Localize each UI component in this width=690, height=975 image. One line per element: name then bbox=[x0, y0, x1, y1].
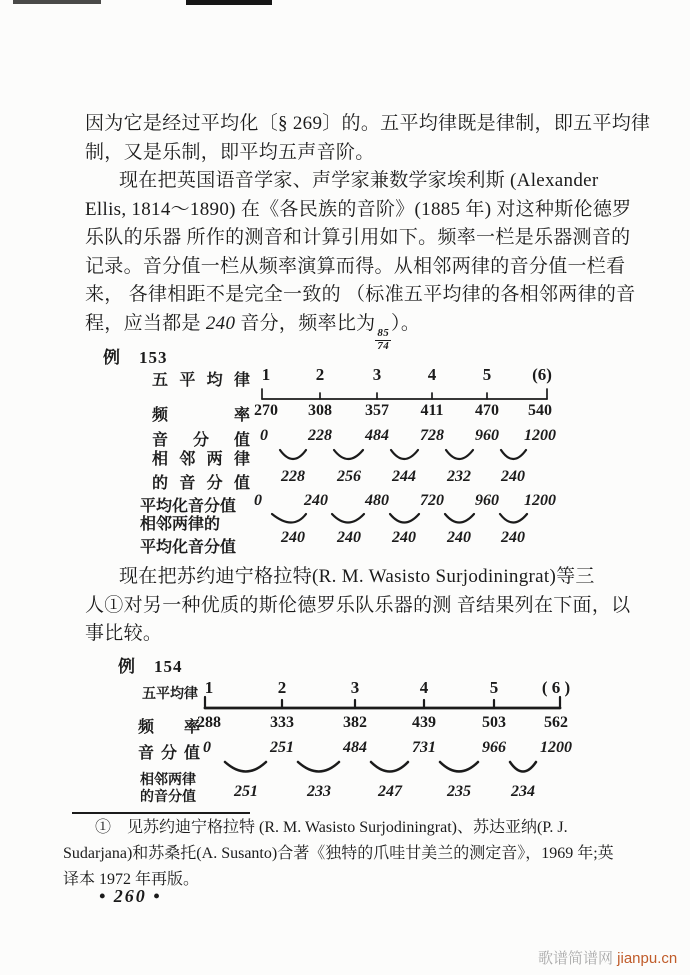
paragraph1-line1: 因为它是经过平均化〔§ 269〕的。五平均律既是律制，即五平均律 bbox=[85, 113, 651, 134]
ex153-adjacent-cents-5: 240 bbox=[501, 468, 525, 485]
scan-artifact-bar-left bbox=[13, 0, 101, 4]
ex153-adjacent-label-line2: 的音分值 bbox=[152, 475, 250, 492]
ex154-adjacent-cents-4: 235 bbox=[447, 783, 471, 800]
paragraph2-line6-post: ）。 bbox=[391, 313, 421, 334]
ex154-cents-4: 731 bbox=[412, 739, 436, 756]
paragraph1-line2: 制，又是乐制，即平均五声音阶。 bbox=[85, 142, 375, 163]
ex153-frequency-4: 411 bbox=[420, 402, 444, 419]
ex153-adjacent-averaged-1: 240 bbox=[281, 529, 305, 546]
ex154-cents-2: 251 bbox=[270, 739, 294, 756]
ex153-frequency-5: 470 bbox=[475, 402, 499, 419]
cents-240-value: 240 bbox=[205, 313, 236, 334]
ex153-arc-1 bbox=[280, 450, 306, 459]
ex153-averaged-cents-4: 720 bbox=[420, 492, 444, 509]
ex154-frequency-label: 频率 bbox=[138, 719, 200, 736]
ex153-avg-arc-2 bbox=[332, 514, 364, 523]
ex153-averaged-cents-1: 0 bbox=[254, 492, 262, 509]
ex153-frequency-3: 357 bbox=[365, 402, 389, 419]
ex153-arc-5 bbox=[501, 450, 526, 459]
ex154-tone-6: ( 6 ) bbox=[541, 678, 571, 697]
frequency-ratio-fraction bbox=[375, 328, 391, 352]
ex154-arc-1 bbox=[225, 762, 266, 772]
ex154-tone-row-label: 五平均律 bbox=[142, 687, 198, 702]
ex154-tone-2: 2 bbox=[277, 678, 287, 697]
paragraph2-line4: 记录。音分值一栏从频率演算而得。从相邻两律的音分值一栏看 bbox=[85, 256, 626, 277]
paragraph2-line6-pre: 程，应当都是 bbox=[85, 313, 206, 334]
ex153-cents-3: 484 bbox=[365, 427, 389, 444]
ex154-arc-2 bbox=[298, 762, 339, 772]
ex154-cents-3: 484 bbox=[343, 739, 367, 756]
footnote-line3: 译本 1972 年再版。 bbox=[63, 871, 200, 888]
ex153-tone-4: 4 bbox=[427, 365, 437, 384]
ex153-adjacent-cents-1: 228 bbox=[281, 468, 305, 485]
ex153-cents-label: 音分值 bbox=[152, 432, 250, 449]
ex153-adjacent-averaged-2: 240 bbox=[337, 529, 361, 546]
ex153-adjacent-averaged-label-line1: 相邻两律的 bbox=[140, 516, 221, 533]
paragraph2-line1: 现在把英国语音学家、声学家兼数学家埃利斯 (Alexander bbox=[119, 170, 599, 191]
ex153-averaged-label: 平均化音分值 bbox=[140, 498, 237, 515]
ex153-frequency-1: 270 bbox=[254, 402, 278, 419]
ex153-avg-arc-4 bbox=[445, 514, 474, 523]
ex153-tone-5: 5 bbox=[482, 365, 492, 384]
paragraph2-line2: Ellis, 1814～1890) 在《各民族的音阶》(1885 年) 对这种斯伦德罗 bbox=[85, 199, 632, 220]
ex153-avg-arc-3 bbox=[390, 514, 419, 523]
paragraph2-line5: 来， 各律相距不是完全一致的 （标准五平均律的各相邻两律的音 bbox=[85, 284, 636, 305]
ex154-adjacent-cents-1: 251 bbox=[234, 783, 258, 800]
ex153-adjacent-averaged-3: 240 bbox=[392, 529, 416, 546]
ex154-adjacent-label-line1: 相邻两律 bbox=[140, 773, 196, 788]
paragraph2-line3: 乐队的乐器 所作的测音和计算引用如下。频率一栏是乐器测音的 bbox=[85, 227, 631, 248]
ex154-frequency-4: 439 bbox=[412, 714, 436, 731]
ex153-frequency-2: 308 bbox=[308, 402, 332, 419]
ex154-adjacent-label-line2: 的音分值 bbox=[140, 790, 196, 805]
ratio-denominator: 74 bbox=[377, 339, 390, 352]
ex154-tone-4: 4 bbox=[419, 678, 429, 697]
watermark bbox=[538, 947, 677, 968]
scan-artifact-bar-right bbox=[186, 0, 272, 5]
ex153-averaged-cents-2: 240 bbox=[304, 492, 328, 509]
paragraph3-line3: 事比较。 bbox=[85, 623, 163, 644]
footnote-separator bbox=[72, 812, 250, 814]
ex154-cents-6: 1200 bbox=[540, 739, 572, 756]
ex154-arc-3 bbox=[371, 762, 408, 772]
example-154-caption: 例 154 bbox=[118, 657, 183, 676]
ex154-ruler-ticks bbox=[205, 697, 560, 708]
ex153-frequency-6: 540 bbox=[528, 402, 552, 419]
ex153-ruler-ticks bbox=[262, 389, 547, 399]
ex154-tone-3: 3 bbox=[350, 678, 360, 697]
watermark-site-url: jianpu.cn bbox=[617, 950, 678, 967]
ex153-tone-6: (6) bbox=[532, 365, 552, 384]
ex154-cents-label: 音分值 bbox=[138, 745, 200, 762]
ex153-adjacent-averaged-4: 240 bbox=[447, 529, 471, 546]
footnote-line2: Sudarjana)和苏桑托(A. Susanto)合著《独特的爪哇甘美兰的测定音》，1969 年;英 bbox=[63, 845, 614, 862]
ex153-adjacent-cents-4: 232 bbox=[447, 468, 471, 485]
ex153-tone-1: 1 bbox=[261, 365, 271, 384]
ex154-adjacent-cents-3: 247 bbox=[378, 783, 402, 800]
ex154-tone-5: 5 bbox=[489, 678, 499, 697]
ex153-tone-2: 2 bbox=[315, 365, 325, 384]
page-number: • 260 • bbox=[99, 886, 162, 906]
watermark-site-name: 歌谱简谱网 bbox=[538, 950, 618, 967]
ex153-avg-arc-1 bbox=[272, 514, 306, 523]
ex153-cents-5: 960 bbox=[475, 427, 499, 444]
ex153-arc-2 bbox=[334, 450, 363, 459]
ex153-tone-3: 3 bbox=[372, 365, 382, 384]
ex153-cents-2: 228 bbox=[308, 427, 332, 444]
ex154-adjacent-cents-5: 234 bbox=[511, 783, 535, 800]
paragraph3-line1: 现在把苏约迪宁格拉特(R. M. Wasisto Surjodiningrat)等三 bbox=[119, 566, 595, 587]
ex154-cents-1: 0 bbox=[203, 739, 211, 756]
ex154-arc-4 bbox=[440, 762, 478, 772]
ex154-frequency-5: 503 bbox=[482, 714, 506, 731]
ex153-adjacent-cents-2: 256 bbox=[337, 468, 361, 485]
ex153-averaged-cents-3: 480 bbox=[365, 492, 389, 509]
ex153-cents-1: 0 bbox=[260, 427, 268, 444]
ex154-frequency-1: 288 bbox=[197, 714, 221, 731]
ex154-adjacent-cents-2: 233 bbox=[307, 783, 331, 800]
ratio-numerator: 85 bbox=[377, 327, 390, 339]
ex153-tone-row-label: 五平均律 bbox=[152, 372, 250, 389]
ex153-cents-6: 1200 bbox=[524, 427, 556, 444]
ex153-adjacent-averaged-label-line2: 平均化音分值 bbox=[140, 539, 237, 556]
ex154-tone-1: 1 bbox=[204, 678, 214, 697]
paragraph3-line2: 人①对另一种优质的斯伦德罗乐队乐器的测 音结果列在下面，以 bbox=[85, 595, 631, 616]
ex153-cents-4: 728 bbox=[420, 427, 444, 444]
ex154-arc-5 bbox=[510, 762, 536, 772]
ex153-adjacent-cents-3: 244 bbox=[392, 468, 416, 485]
ex154-frequency-3: 382 bbox=[343, 714, 367, 731]
ex154-cents-5: 966 bbox=[482, 739, 506, 756]
paragraph2-line6-mid: 音分，频率比为 bbox=[235, 313, 376, 334]
ex154-frequency-6: 562 bbox=[544, 714, 568, 731]
ex153-frequency-label: 频率 bbox=[152, 407, 250, 424]
footnote-line1: ① 见苏约迪宁格拉特 (R. M. Wasisto Surjodiningrat)、苏达亚纳(P. J. bbox=[95, 819, 568, 836]
ex153-avg-arc-5 bbox=[500, 514, 527, 523]
ex153-averaged-cents-6: 1200 bbox=[524, 492, 556, 509]
ex153-adjacent-averaged-5: 240 bbox=[501, 529, 525, 546]
ex153-arc-3 bbox=[391, 450, 418, 459]
ex153-averaged-cents-5: 960 bbox=[475, 492, 499, 509]
example-153-caption: 例 153 bbox=[103, 348, 168, 367]
ex153-adjacent-label-line1: 相邻两律 bbox=[152, 451, 250, 468]
ex154-frequency-2: 333 bbox=[270, 714, 294, 731]
ex153-arc-4 bbox=[446, 450, 473, 459]
